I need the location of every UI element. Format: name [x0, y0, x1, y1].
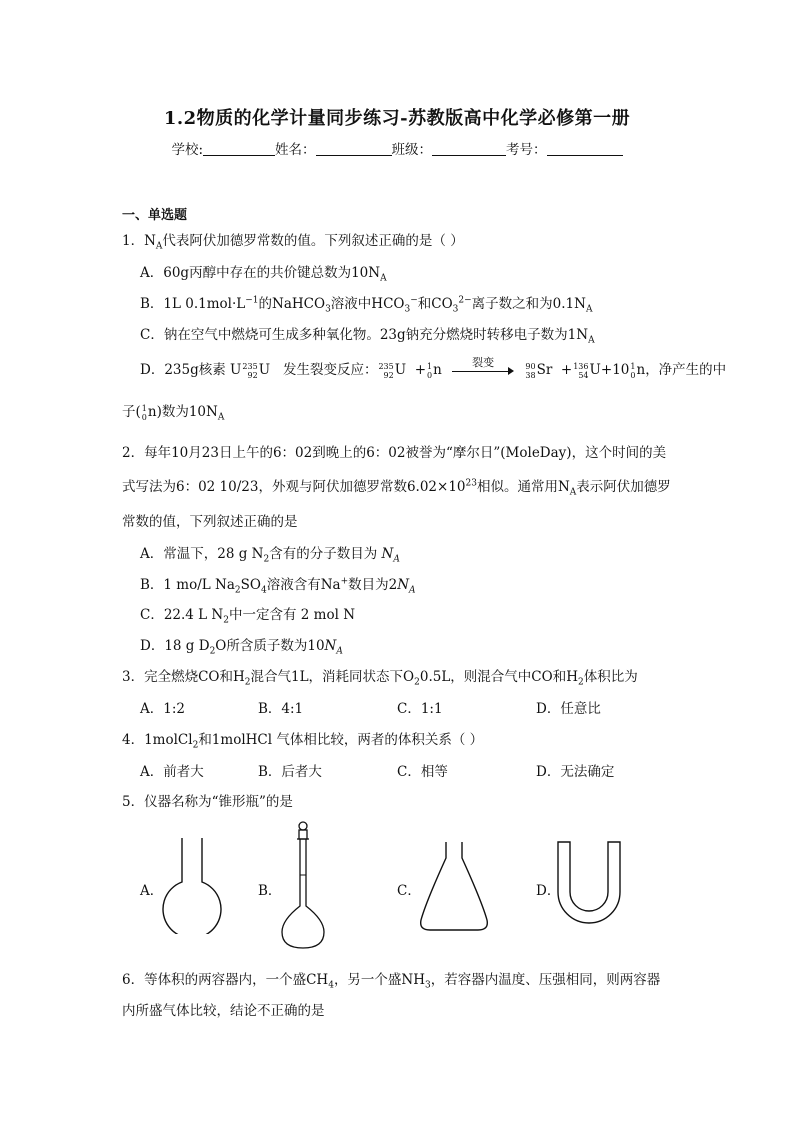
q2-option-d: D．18 g $D_2O$所含质子数为$10N_A$ — [140, 638, 343, 657]
name-label: 姓名： — [275, 142, 316, 158]
q6-stem-line2: 内所盛气体比较，结论不正确的是 — [122, 1003, 325, 1019]
u-tube-icon — [556, 840, 622, 926]
q5-option-a: A． — [140, 883, 164, 899]
student-info-line — [0, 138, 794, 158]
q4-option-d: D．无法确定 — [536, 764, 615, 780]
q2-option-b: B．1 mo/L $Na_2SO_4$溶液含有Na+数目为$2N_A$ — [140, 576, 416, 596]
school-blank[interactable] — [203, 141, 275, 156]
q1-option-d-cont: 子(1 0n)数为$10N_A$ — [122, 403, 225, 423]
q5-stem: 5．仪器名称为“锥形瓶”的是 — [122, 794, 293, 810]
q1-option-c: C．钠在空气中燃烧可生成多种氧化物。23g钠充分燃烧时转移电子数为$1N_A$ — [140, 327, 595, 346]
q2-option-a: A．常温下，28 g $N_2$含有的分子数目为 $N_A$ — [140, 546, 400, 565]
q1-option-a: A．60g丙醇中存在的共价键总数为$10N_A$ — [140, 265, 387, 284]
volumetric-flask-icon — [278, 820, 328, 950]
q3-option-a: A．1:2 — [140, 701, 185, 717]
q6-stem-line1: 6．等体积的两容器内，一个盛$CH_4$，另一个盛$NH_3$，若容器内温度、压强相同，则两容器 — [122, 972, 661, 991]
school-label: 学校: — [171, 142, 204, 158]
q3-option-d: D．任意比 — [536, 701, 601, 717]
q3-stem: 3．完全燃烧CO和$H_2$混合气1L，消耗同状态下$O_20.5L$，则混合气中CO和$H_2$体积比为 — [122, 669, 638, 688]
q2-stem-line1: 2．每年10月23日上午的6：02到晚上的6：02被誉为“摩尔日”(MoleDay)，这个时间的美 — [122, 445, 667, 461]
q4-option-b: B．后者大 — [258, 764, 322, 780]
number-blank[interactable] — [547, 141, 623, 156]
document-title: 1.2物质的化学计量同步练习-苏教版高中化学必修第一册 — [163, 108, 631, 129]
q1-option-b: B．1L $0.1mol\cdot L^{-1}$的NaHCO$_3$溶液中$HCO_3^-$和$CO_3^{2-}$离子数之和为$0.1N_A$ — [140, 295, 593, 315]
q5-option-b: B． — [258, 883, 282, 899]
class-blank[interactable] — [432, 141, 506, 156]
q2-stem-line2: 式写法为6：02 10/23，外观与阿伏加德罗常数$6.02\times 10^{23}$相似。通常用$N_A$表示阿伏加德罗 — [122, 478, 671, 498]
q3-option-b: B．4:1 — [258, 701, 304, 717]
round-bottom-flask-icon — [160, 836, 224, 934]
number-label: 考号： — [506, 142, 547, 158]
q5-option-c: C． — [397, 883, 421, 899]
fission-arrow: 裂变 — [452, 364, 514, 378]
class-label: 班级： — [391, 142, 433, 158]
q4-option-a: A．前者大 — [140, 764, 204, 780]
section-heading: 一、单选题 — [122, 208, 188, 223]
q1-stem: 1．$N_A$代表阿伏加德罗常数的值。下列叙述正确的是（ ） — [122, 233, 464, 252]
q4-stem: 4．1molCl$_2$和1molHCl 气体相比较，两者的体积关系（ ） — [122, 732, 484, 751]
q2-stem-line3: 常数的值，下列叙述正确的是 — [122, 514, 298, 530]
q2-option-c: C．22.4 L $N_2$中一定含有 2 mol N — [140, 607, 356, 626]
q4-option-c: C．相等 — [397, 764, 448, 780]
name-blank[interactable] — [316, 141, 392, 156]
q5-option-d: D． — [536, 883, 561, 899]
q1-option-d: D．235g核素 U235 92U 发生裂变反应：235 92U +1 0n 裂变 90 38Sr +136 54U+101 0n，净产生的中 — [140, 355, 727, 380]
conical-flask-icon — [418, 840, 490, 932]
q3-option-c: C．1:1 — [397, 701, 443, 717]
